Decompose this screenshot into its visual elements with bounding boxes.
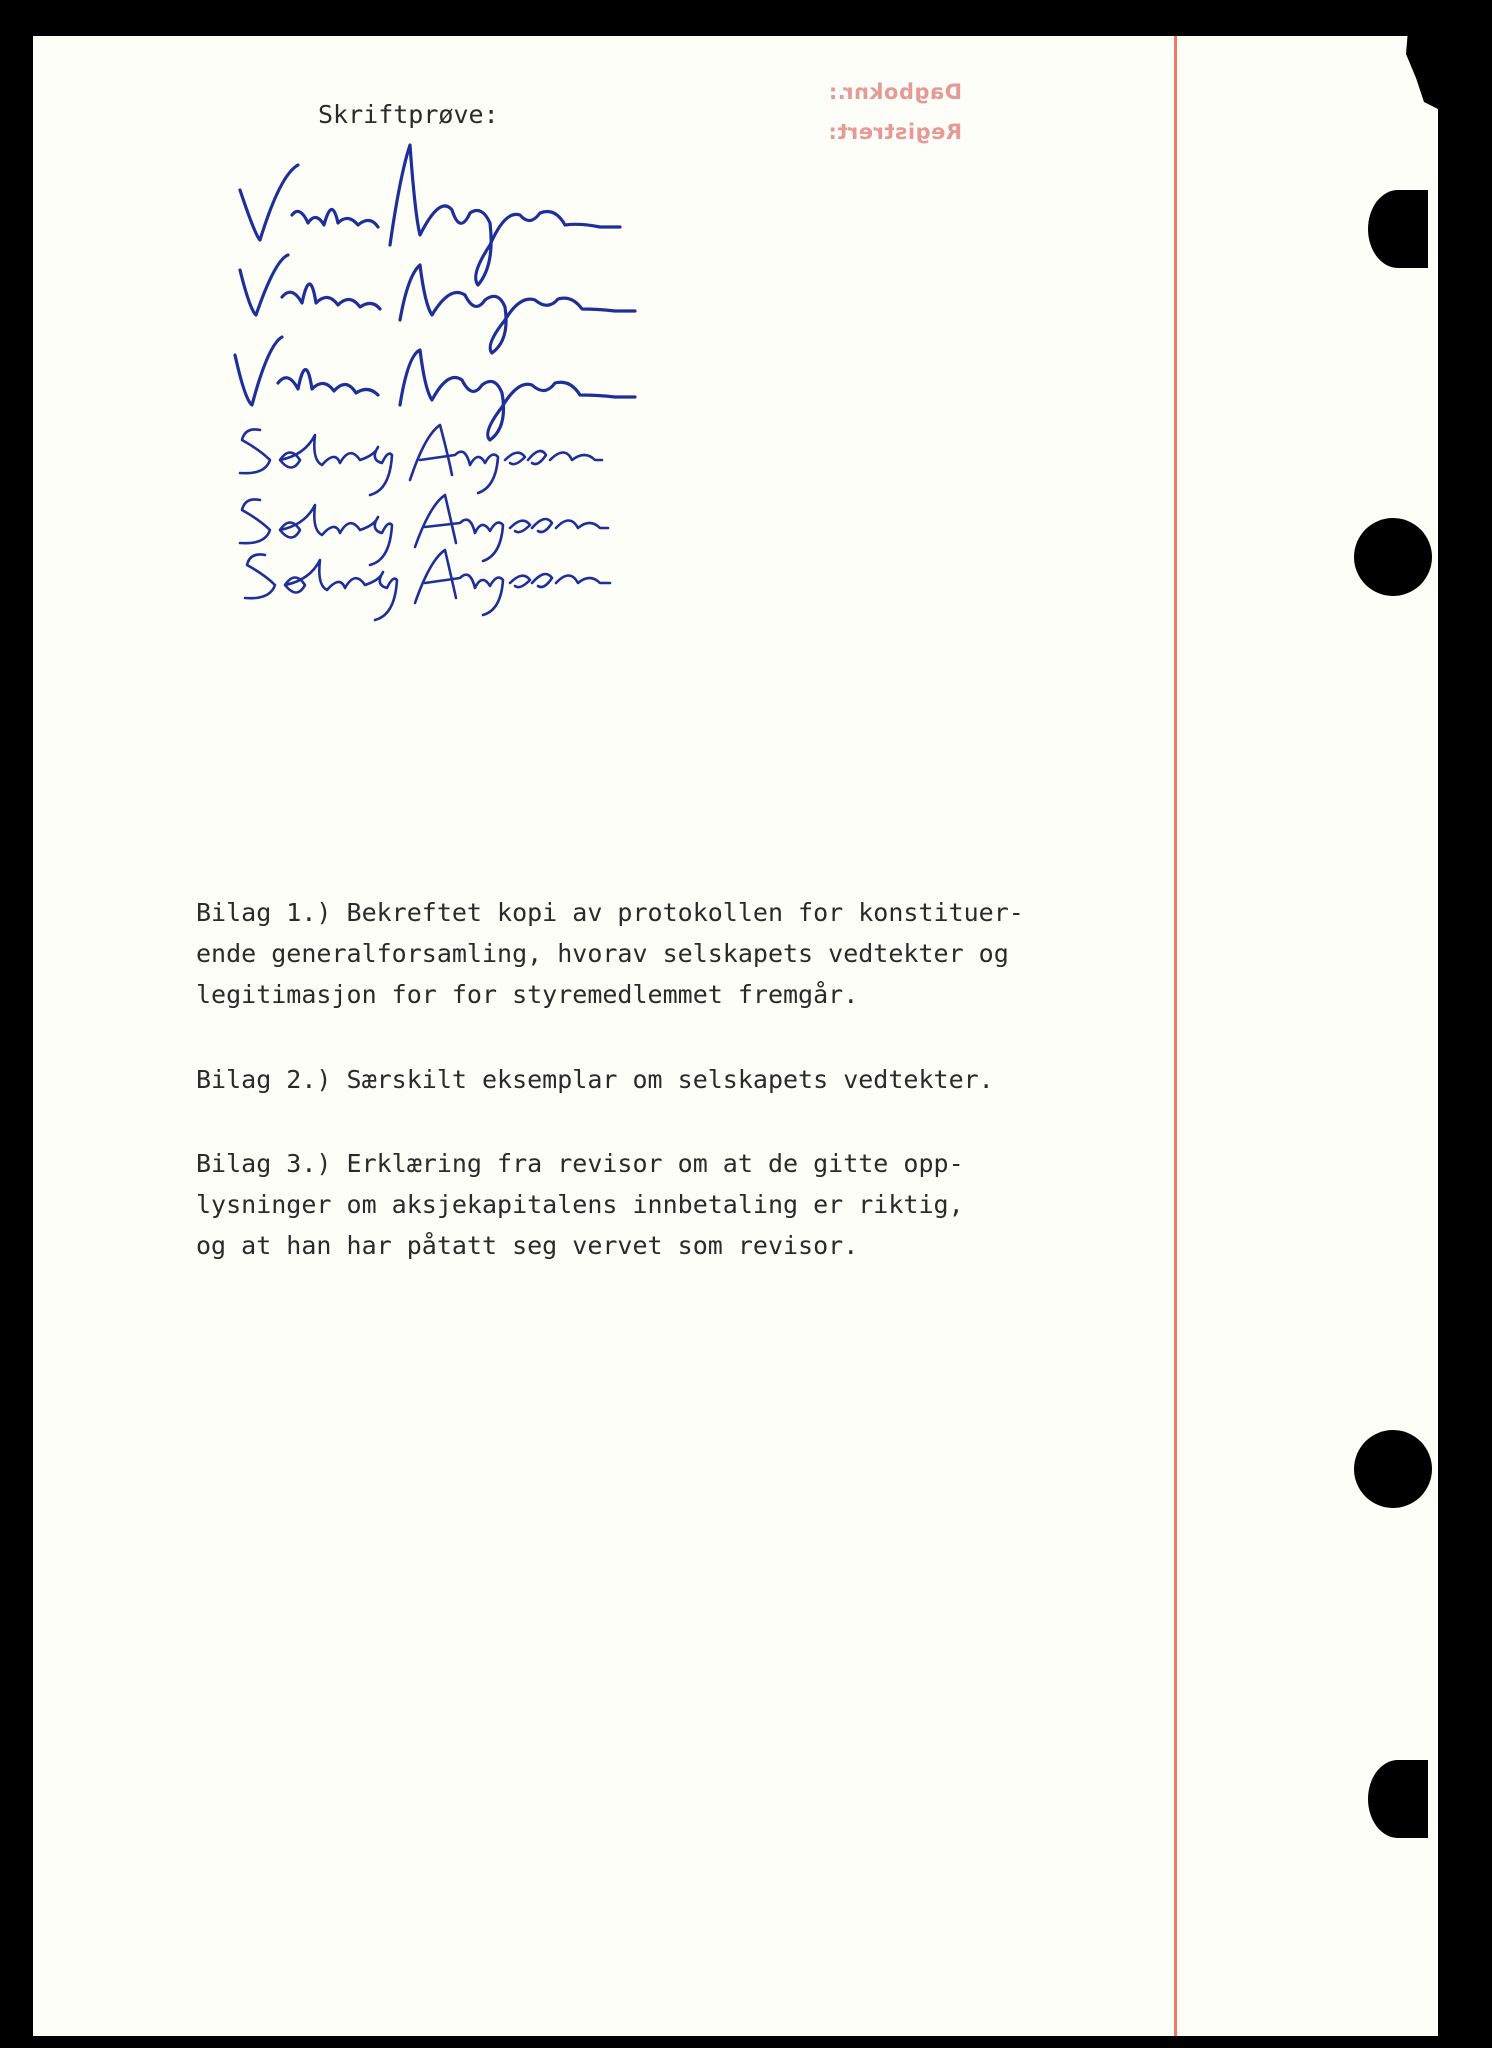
- signature-viktor-1: [240, 145, 620, 285]
- attachment-line: og at han har påtatt seg vervet som revisor.: [196, 1231, 859, 1260]
- signature-solveig-1: [240, 425, 602, 495]
- punch-hole: [1368, 190, 1428, 268]
- attachment-1: [196, 892, 1156, 1015]
- punch-hole: [1354, 1430, 1432, 1508]
- signature-samples: [220, 115, 820, 635]
- page-heading: Skriftprøve:: [318, 100, 499, 129]
- attachment-line: lysninger om aksjekapitalens innbetaling er riktig,: [196, 1190, 964, 1219]
- stamp-registrert: Registrert:: [828, 120, 963, 144]
- attachment-3: [196, 1143, 1156, 1266]
- signature-viktor-2: [240, 255, 635, 353]
- attachment-line: Bilag 1.) Bekreftet kopi av protokollen for konstituer-: [196, 898, 1024, 927]
- signature-solveig-2: [240, 495, 608, 565]
- punch-hole: [1354, 518, 1432, 596]
- attachment-2: [196, 1059, 1156, 1100]
- signature-solveig-3: [245, 550, 610, 620]
- punch-hole: [1368, 1760, 1428, 1838]
- registration-stamp: [828, 72, 962, 152]
- attachment-line: ende generalforsamling, hvorav selskapets vedtekter og: [196, 939, 1009, 968]
- stamp-dagboknr: Dagboknr.:: [828, 80, 963, 104]
- attachment-line: Bilag 3.) Erklæring fra revisor om at de gitte opp-: [196, 1149, 964, 1178]
- margin-line: [1174, 36, 1177, 2036]
- signature-viktor-3: [235, 337, 635, 440]
- attachment-line: legitimasjon for for styremedlemmet fremgår.: [196, 980, 859, 1009]
- attachment-line: Bilag 2.) Særskilt eksemplar om selskapets vedtekter.: [196, 1065, 994, 1094]
